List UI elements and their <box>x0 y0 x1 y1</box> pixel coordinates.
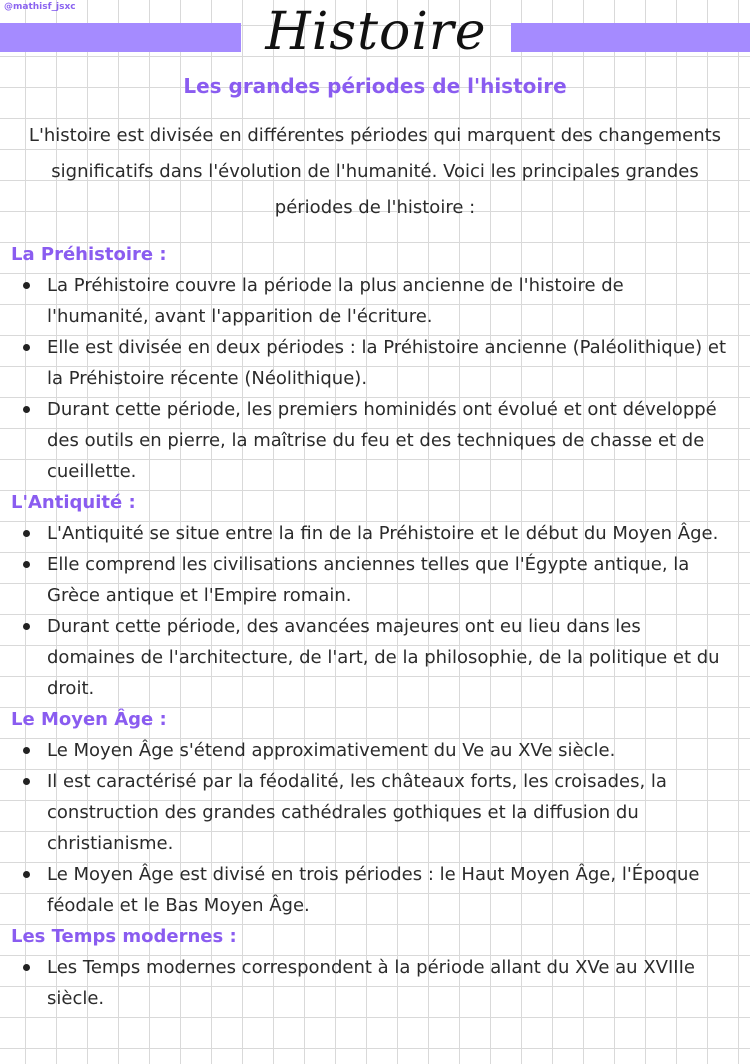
intro-paragraph: L'histoire est divisée en différentes périodes qui marquent des changements significatifs dans l'évolution de l'humanité. Voici les principales grandes périodes de l'histoire : <box>28 125 722 218</box>
title-band-right <box>511 23 750 52</box>
list-item-text: Le Moyen Âge est divisé en trois périodes : le Haut Moyen Âge, l'Époque féodale et le Bas Moyen Âge. <box>47 864 700 916</box>
title-band-left <box>0 23 241 52</box>
list-item <box>11 394 731 487</box>
list-item <box>11 270 731 332</box>
sections-container <box>11 239 731 1014</box>
bullet-icon <box>23 561 30 568</box>
list-item <box>11 859 731 921</box>
list-item-text: Elle est divisée en deux périodes : la Préhistoire ancienne (Paléolithique) et la Préhistoire récente (Néolithique). <box>47 337 727 389</box>
list-item <box>11 766 731 859</box>
section-title: La Préhistoire : <box>11 244 167 265</box>
author-handle: @mathisf_jsxc <box>4 2 76 12</box>
bullet-icon <box>23 282 30 289</box>
section-temps-modernes <box>11 921 731 1014</box>
list-item <box>11 518 731 549</box>
section-prehistoire <box>11 239 731 487</box>
list-item-text: Durant cette période, des avancées majeures ont eu lieu dans les domaines de l'architecture, de l'art, de la philosophie, de la politique et du droit. <box>47 616 720 699</box>
list-item-text: Il est caractérisé par la féodalité, les châteaux forts, les croisades, la construction des grandes cathédrales gothiques et la diffusion du christianisme. <box>47 771 667 854</box>
bullet-icon <box>23 530 30 537</box>
bullet-icon <box>23 964 30 971</box>
page-subtitle: Les grandes périodes de l'histoire <box>183 74 567 98</box>
bullet-icon <box>23 778 30 785</box>
list-item <box>11 735 731 766</box>
page-title: Histoire <box>265 2 487 62</box>
bullet-icon <box>23 871 30 878</box>
bullet-icon <box>23 623 30 630</box>
bullet-list <box>11 518 731 704</box>
section-antiquite <box>11 487 731 704</box>
list-item-text: Les Temps modernes correspondent à la période allant du XVe au XVIIIe siècle. <box>47 957 695 1009</box>
bullet-icon <box>23 747 30 754</box>
list-item <box>11 332 731 394</box>
list-item-text: Le Moyen Âge s'étend approximativement du Ve au XVe siècle. <box>47 740 616 761</box>
bullet-list <box>11 270 731 487</box>
list-item-text: La Préhistoire couvre la période la plus ancienne de l'histoire de l'humanité, avant l'apparition de l'écriture. <box>47 275 624 327</box>
list-item <box>11 952 731 1014</box>
list-item-text: Elle comprend les civilisations anciennes telles que l'Égypte antique, la Grèce antique et l'Empire romain. <box>47 554 690 606</box>
section-title: Le Moyen Âge : <box>11 709 167 730</box>
list-item-text: L'Antiquité se situe entre la fin de la Préhistoire et le début du Moyen Âge. <box>47 523 719 544</box>
bullet-icon <box>23 406 30 413</box>
list-item-text: Durant cette période, les premiers hominidés ont évolué et ont développé des outils en pierre, la maîtrise du feu et des techniques de chasse et de cueillette. <box>47 399 717 482</box>
bullet-list <box>11 952 731 1014</box>
section-title: L'Antiquité : <box>11 492 136 513</box>
list-item <box>11 611 731 704</box>
bullet-list <box>11 735 731 921</box>
list-item <box>11 549 731 611</box>
section-moyen-age <box>11 704 731 921</box>
section-title: Les Temps modernes : <box>11 926 237 947</box>
bullet-icon <box>23 344 30 351</box>
